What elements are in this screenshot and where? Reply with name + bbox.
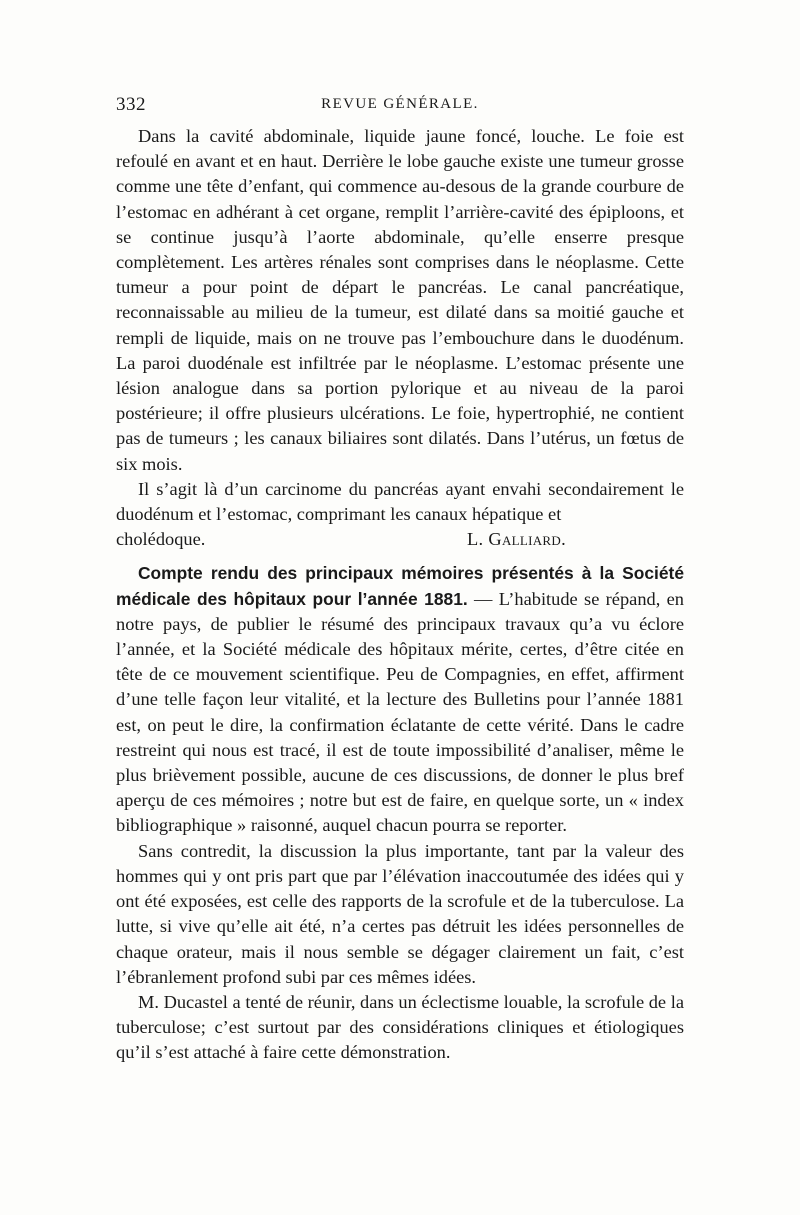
author-signature <box>467 527 684 552</box>
paragraph-autopsy: Dans la cavité abdominale, liquide jaune foncé, louche. Le foie est refoulé en avant et en haut. Derrière le lobe gauche existe une tumeur grosse comme une tête d’enfant, qui commence au-desous de la grande courbure de l’estomac en adhérant à cet organe, remplit l’arrière-cavité des épiploons, et se continue jusqu’à l’aorte abdominale, qu’elle enserre presque complètement. Les artères rénales sont comprises dans le néoplasme. Cette tumeur a pour point de départ le pancréas. Le canal pancréatique, reconnaissable au milieu de la tumeur, est dilaté dans sa moitié gauche et rempli de liquide, mais on ne trouve pas l’embouchure dans le duodénum. La paroi duodénale est infiltrée par le néoplasme. L’estomac présente une lésion analogue dans sa portion pylorique et au niveau de la paroi postérieure; il offre plusieurs ulcérations. Le foie, hypertrophié, ne contient pas de tumeurs ; les canaux biliaires sont dilatés. Dans l’utérus, un fœtus de six mois. <box>116 126 684 474</box>
page-number: 332 <box>116 94 146 115</box>
compte-rendu-text: — L’habitude se répand, en notre pays, de publier le résumé des principaux travaux qu’a vu éclore l’année, et la Société médicale des hôpitaux mérite, certes, d’être citée en tête de ce mouvement scientifique. Peu de Compagnies, en effet, affirment d’une telle façon leur vitalité, et la lecture des Bulletins pour l’année 1881 est, on peut le dire, la confirmation éclatante de cette vérité. Dans le cadre restreint qui nous est tracé, il est de toute impossibilité d’analiser, même le plus brièvement possible, aucune de ces discussions, de donner le plus bref aperçu de ces mémoires ; notre but est de faire, en quelque sorte, un « index bibliographique » raisonné, auquel chacun pourra se reporter. <box>116 588 684 836</box>
paragraph-ducastel: M. Ducastel a tenté de réunir, dans un éclectisme louable, la scrofule de la tuberculose; c’est surtout par des considérations cliniques et étiologiques qu’il s’est attaché à faire cette démonstration. <box>116 991 684 1063</box>
section-title: Compte rendu des principaux mémoires présentés à la Société médicale des hôpitaux pour l’année 1881. <box>116 563 684 609</box>
conclusion-last-word: cholédoque. <box>116 529 206 550</box>
conclusion-text: Il s’agit là d’un carcinome du pancréas ayant envahi secondairement le duodénum et l’estomac, comprimant les canaux hépatique et <box>116 478 684 525</box>
page-header <box>116 92 684 118</box>
paragraph-discussion: Sans contredit, la discussion la plus importante, tant par la valeur des hommes qui y ont pris part que par l’élévation inaccoutumée des idées qui y ont été exposées, est celle des rapports de la scrofule et de la tuberculose. La lutte, si vive qu’elle ait été, n’a certes pas détruit les idées personnelles de chaque orateur, mais il nous semble se dégager clairement un fait, c’est l’ébranlement profond subi par ces mêmes idées. <box>116 840 684 987</box>
paragraph-conclusion <box>116 477 684 527</box>
signature-name: Galliard. <box>488 529 566 550</box>
running-title: REVUE GÉNÉRALE. <box>321 96 479 112</box>
signature-line <box>116 527 684 552</box>
page <box>116 92 684 1066</box>
signature-initial: L. <box>467 529 484 550</box>
paragraph-compte-rendu <box>116 561 684 838</box>
